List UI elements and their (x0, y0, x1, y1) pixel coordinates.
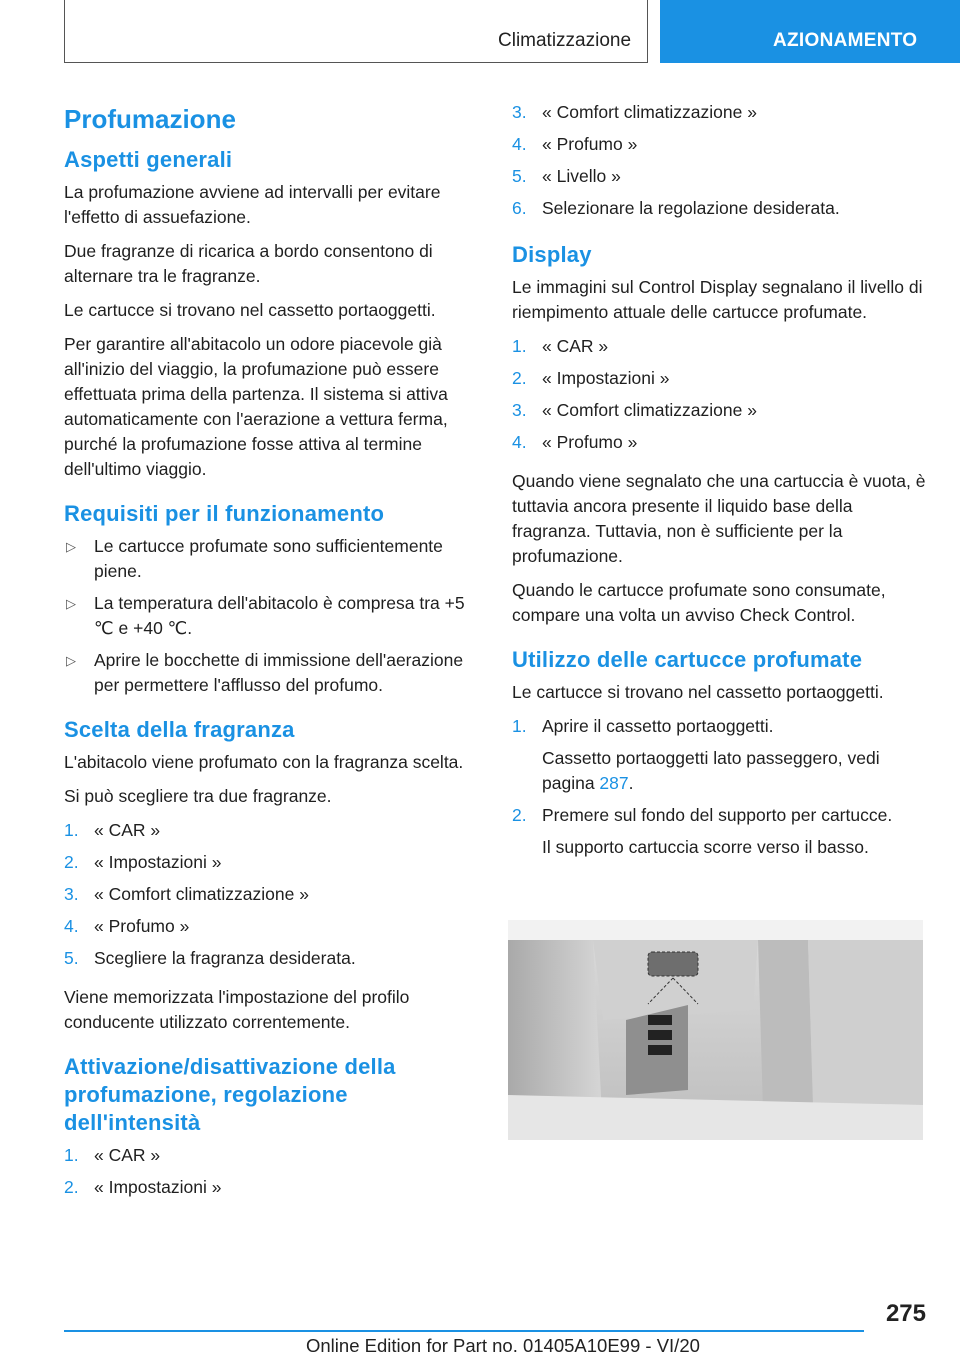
step-number: 1. (64, 1145, 79, 1165)
step-item (64, 914, 482, 939)
heading-requisiti: Requisiti per il funzionamento (64, 501, 385, 526)
paragraph: Si può scegliere tra due fragranze. (64, 786, 332, 806)
cartridge-slot (648, 952, 698, 976)
step-number: 4. (512, 432, 527, 452)
step-item (512, 398, 930, 423)
step-number: 3. (512, 102, 527, 122)
step-number: 5. (64, 948, 79, 968)
step-text: « Impostazioni » (542, 368, 670, 388)
step-text: « Comfort climatizzazione » (542, 400, 757, 420)
step-number: 1. (64, 820, 79, 840)
header-chapter-label: AZIONAMENTO (773, 30, 918, 51)
step-number: 3. (64, 884, 79, 904)
steps-list (512, 334, 930, 455)
step-text: « Impostazioni » (94, 1177, 222, 1197)
step-number: 4. (512, 134, 527, 154)
paragraph: Per garantire all'abitacolo un odore piacevole già all'inizio del viaggio, la profumazione può essere effettuata prima della partenza. Il sistema si attiva automaticamente con l'aerazione a vettura ferma, purché la profumazione fosse attiva al termine dell'ultimo viaggio. (64, 334, 448, 479)
footer-divider (64, 1330, 864, 1332)
step-text: « CAR » (94, 1145, 161, 1165)
step-item (512, 132, 930, 157)
steps-list (512, 100, 930, 221)
heading-display: Display (512, 242, 592, 267)
list-item (64, 591, 482, 641)
step-text: Selezionare la regolazione desiderata. (542, 198, 840, 218)
list-item (64, 648, 482, 698)
header-chapter-tab (660, 0, 960, 63)
glovebox-photo (508, 920, 923, 1140)
list-item (64, 534, 482, 584)
glovebox-lid-edge (508, 920, 923, 940)
step-item (512, 714, 930, 796)
list-item-text: Aprire le bocchette di immissione dell'aerazione per permettere l'afflusso del profumo. (94, 650, 464, 695)
step-number: 2. (64, 1177, 79, 1197)
step-text: « Profumo » (542, 432, 638, 452)
glovebox-divider (758, 940, 813, 1110)
step-item (512, 196, 930, 221)
page-number: 275 (885, 1300, 926, 1327)
cartridge-marking (648, 1015, 672, 1025)
step-text: « Comfort climatizzazione » (94, 884, 309, 904)
step-subtext (542, 746, 930, 796)
step-item (64, 882, 482, 907)
glovebox-right-compartment (808, 940, 923, 1120)
paragraph: Viene memorizzata l'impostazione del profilo conducente utilizzato correntemente. (64, 987, 410, 1032)
steps-list (64, 1143, 482, 1200)
step-number: 4. (64, 916, 79, 936)
step-subtext-text: Cassetto portaoggetti lato passeggero, vedi pagina (542, 748, 880, 793)
paragraph: La profumazione avviene ad intervalli per evitare l'effetto di assuefazione. (64, 182, 441, 227)
list-item-text: La temperatura dell'abitacolo è compresa tra +5 ℃ e +40 ℃. (94, 593, 465, 638)
heading-scelta-fragranza: Scelta della fragranza (64, 717, 295, 742)
page-reference-link[interactable]: 287 (599, 773, 629, 793)
triangle-bullet-icon: ▷ (66, 539, 76, 554)
step-item (64, 850, 482, 875)
triangle-bullet-icon: ▷ (66, 653, 76, 668)
step-item (64, 818, 482, 843)
triangle-bullet-icon: ▷ (66, 596, 76, 611)
step-item (512, 366, 930, 391)
step-item (64, 1143, 482, 1168)
step-text: « Impostazioni » (94, 852, 222, 872)
step-text: « Profumo » (94, 916, 190, 936)
step-number: 2. (64, 852, 79, 872)
step-number: 6. (512, 198, 527, 218)
heading-utilizzo-cartucce: Utilizzo delle cartucce profumate (512, 647, 863, 672)
step-text: Premere sul fondo del supporto per cartucce. (542, 805, 893, 825)
cartridge-marking (648, 1045, 672, 1055)
steps-list (512, 714, 930, 860)
step-item (512, 100, 930, 125)
step-number: 2. (512, 805, 527, 825)
step-text: « CAR » (542, 336, 609, 356)
paragraph: Quando le cartucce profumate sono consumate, compare una volta un avviso Check Control. (512, 580, 886, 625)
step-subtext-end: . (628, 773, 634, 793)
glovebox-illustration (508, 920, 923, 1140)
page-title: Profumazione (64, 104, 236, 134)
heading-attivazione: Attivazione/disattivazione della profumazione, regolazione dell'intensità (64, 1054, 396, 1135)
step-item (512, 334, 930, 359)
header-section-title: Climatizzazione (498, 30, 632, 51)
step-text: « Livello » (542, 166, 621, 186)
paragraph: Le immagini sul Control Display segnalano il livello di riempimento attuale delle cartucce profumate. (512, 277, 923, 322)
left-column (64, 100, 482, 1214)
paragraph: Due fragranze di ricarica a bordo consentono di alternare tra le fragranze. (64, 241, 433, 286)
step-text: « Comfort climatizzazione » (542, 102, 757, 122)
step-number: 1. (512, 716, 527, 736)
heading-aspetti-generali: Aspetti generali (64, 147, 233, 172)
step-text: Aprire il cassetto portaoggetti. (542, 716, 774, 736)
step-item (64, 1175, 482, 1200)
step-number: 5. (512, 166, 527, 186)
footer-edition-text: Online Edition for Part no. 01405A10E99 - VI/20 (306, 1335, 700, 1356)
step-text: « CAR » (94, 820, 161, 840)
cartridge-marking (648, 1030, 672, 1040)
step-number: 2. (512, 368, 527, 388)
paragraph: L'abitacolo viene profumato con la fragranza scelta. (64, 752, 464, 772)
paragraph: Le cartucce si trovano nel cassetto portaoggetti. (512, 682, 884, 702)
step-subtext: Il supporto cartuccia scorre verso il basso. (542, 837, 869, 857)
paragraph: Le cartucce si trovano nel cassetto portaoggetti. (64, 300, 436, 320)
step-text: Scegliere la fragranza desiderata. (94, 948, 356, 968)
steps-list (64, 818, 482, 971)
list-item-text: Le cartucce profumate sono sufficientemente piene. (94, 536, 443, 581)
paragraph: Quando viene segnalato che una cartuccia è vuota, è tuttavia ancora presente il liquido base della fragranza. Tuttavia, non è sufficiente per la profumazione. (512, 471, 926, 566)
step-item (512, 164, 930, 189)
right-column (512, 100, 930, 874)
step-item (512, 430, 930, 455)
step-text: « Profumo » (542, 134, 638, 154)
step-number: 1. (512, 336, 527, 356)
step-number: 3. (512, 400, 527, 420)
step-item (512, 803, 930, 860)
requirements-list (64, 534, 482, 698)
step-item (64, 946, 482, 971)
